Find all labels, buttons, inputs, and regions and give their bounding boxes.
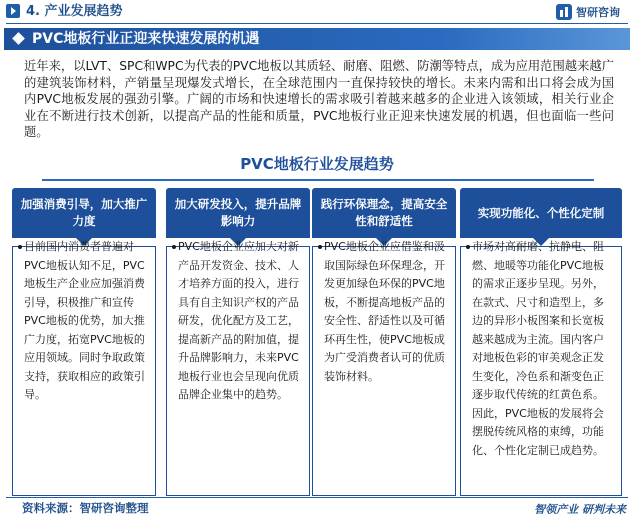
section-play-icon [6, 4, 20, 18]
source-note: 资料来源：智研咨询整理 [22, 501, 149, 515]
card-text: PVC地板企业应加大对新产品开发资金、技术、人才培养方面的投入，进行具有自主知识产权的产品研发，优化配方及工艺，提高新产品的附加值，提升品牌影响力，未来PVC地板行业也会呈现向优质品牌企业集中的趋势。 [178, 240, 299, 401]
header-divider [6, 23, 628, 24]
bar-chart-logo-icon [556, 4, 572, 20]
bullet-icon [466, 245, 470, 249]
footer-divider [6, 497, 628, 498]
bullet-icon [318, 245, 322, 249]
trend-card-1 [12, 188, 156, 496]
card-text: PVC地板企业应借鉴和汲取国际绿色环保理念，开发更加绿色环保的PVC地板，不断提高地板产品的安全性、舒适性以及可循环再生性，使PVC地板成为广受消费者认可的优质装饰材料。 [324, 240, 445, 383]
section-title: 4. 产业发展趋势 [26, 4, 123, 19]
card-text: 目前国内消费者普遍对PVC地板认知不足，PVC地板生产企业应加强消费引导，积极推广和宣传PVC地板的优势，加大推广力度，拓宽PVC地板的应用领域。同时争取政策支持，获取相应的政策引导。 [24, 240, 145, 401]
card-heading: 践行环保理念，提高安全性和舒适性 [312, 188, 456, 238]
card-heading: 加大研发投入，提升品牌影响力 [166, 188, 310, 238]
trend-divider [42, 179, 594, 181]
card-text: 市场对高耐磨、抗静电、阻燃、地暖等功能化PVC地板的需求正逐步呈现。另外，在款式、尺寸和造型上，多边的异形小板图案和长宽板越来越成为主流。国内客户对地板色彩的审美观念正发生变化，冷色系和渐变色正逐步取代传统的红黄色系。因此，PVC地板的发展将会摆脱传统风格的束缚，功能化、个性化定制已成趋势。 [472, 240, 604, 457]
trend-card-4 [460, 188, 622, 496]
trend-title: PVC地板行业发展趋势 [240, 155, 394, 173]
trend-card-3 [312, 188, 456, 496]
intro-paragraph: 近年来，以LVT、SPC和WPC为代表的PVC地板以其质轻、耐磨、阻燃、防潮等特点，成为应用范围越来越广的建筑装饰材料，产销量呈现爆发式增长，在全球范围内一直保持较快的增长。未来内需和出口将会成为国内PVC地板发展的强劲引擎。广阔的市场和快速增长的需求吸引着越来越多的企业进入该领域，相关行业企业在不断进行技术创新，以提高产品的性能和质量，PVC地板行业正迎来快速发展的机遇，但也面临一些问题。 [24, 59, 614, 139]
logo-text: 智研咨询 [576, 6, 620, 19]
bullet-icon [18, 245, 22, 249]
card-heading: 加强消费引导，加大推广力度 [12, 188, 156, 238]
title-banner [4, 28, 630, 50]
bullet-icon [172, 245, 176, 249]
top-bar [0, 0, 634, 24]
trend-card-2 [166, 188, 310, 496]
brand-logo [556, 3, 620, 21]
brand-slogan: 智领产业 研判未来 [534, 503, 626, 516]
diamond-icon [12, 32, 25, 45]
card-heading: 实现功能化、个性化定制 [460, 188, 622, 238]
banner-title: PVC地板行业正迎来快速发展的机遇 [32, 31, 260, 47]
